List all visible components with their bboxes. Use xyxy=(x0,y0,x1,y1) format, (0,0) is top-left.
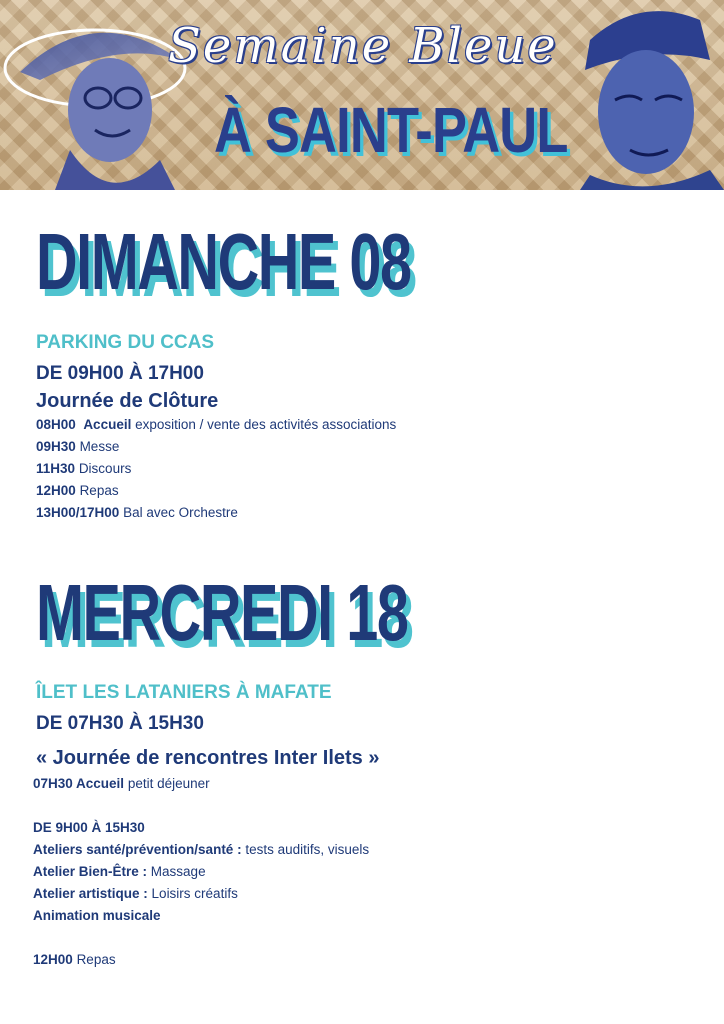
workshop-label: Atelier artistique : xyxy=(33,886,148,901)
elderly-man-portrait-icon xyxy=(560,0,724,190)
item-time: 12H00 xyxy=(36,483,76,498)
workshop-label: Atelier Bien-Être : xyxy=(33,864,148,879)
location-parking-ccas: PARKING DU CCAS xyxy=(36,332,215,353)
item-desc: Repas xyxy=(79,483,119,498)
schedule-item xyxy=(36,505,238,520)
day2-hours: DE 07H30 À 15H30 xyxy=(36,713,204,734)
workshop-item xyxy=(33,864,206,879)
day-heading-mercredi: MERCREDI 18 xyxy=(36,568,408,657)
welcome-time: 07H30 Accueil xyxy=(33,776,125,791)
item-desc: exposition / vente des activités associations xyxy=(135,417,397,432)
header-script-title: Semaine Bleue xyxy=(168,18,558,74)
meal-time: 12H00 xyxy=(33,952,73,967)
workshop-item xyxy=(33,842,369,857)
workshop-label: Animation musicale xyxy=(33,908,161,923)
workshop-item xyxy=(33,886,238,901)
item-time: 08H00 xyxy=(36,417,76,432)
header-banner xyxy=(0,0,724,190)
item-time: 09H30 xyxy=(36,439,76,454)
workshops-hours: DE 9H00 À 15H30 xyxy=(33,820,145,835)
schedule-item xyxy=(36,439,119,454)
workshop-desc: tests auditifs, visuels xyxy=(245,842,370,857)
day-heading-dimanche: DIMANCHE 08 xyxy=(36,217,411,306)
item-label: Accueil xyxy=(83,417,132,432)
workshop-desc: Loisirs créatifs xyxy=(151,886,238,901)
item-time: 11H30 xyxy=(36,461,76,476)
header-main-title: À SAINT-PAUL xyxy=(214,94,568,166)
welcome-desc: petit déjeuner xyxy=(127,776,210,791)
schedule-item xyxy=(36,417,396,432)
schedule-item xyxy=(36,461,131,476)
day1-event-title: Journée de Clôture xyxy=(36,390,219,412)
item-desc: Bal avec Orchestre xyxy=(123,505,238,520)
item-time: 13H00/17H00 xyxy=(36,505,120,520)
item-desc: Discours xyxy=(78,461,132,476)
location-ilet-lataniers: ÎLET LES LATANIERS À MAFATE xyxy=(36,682,332,703)
welcome-line xyxy=(33,776,210,791)
meal-desc: Repas xyxy=(76,952,116,967)
day2-event-title: « Journée de rencontres Inter Ilets » xyxy=(36,747,380,769)
meal-line xyxy=(33,952,116,967)
workshop-label: Ateliers santé/prévention/santé : xyxy=(33,842,242,857)
day1-hours: DE 09H00 À 17H00 xyxy=(36,363,204,384)
workshop-item xyxy=(33,908,161,923)
workshop-desc: Massage xyxy=(150,864,206,879)
item-desc: Messe xyxy=(79,439,120,454)
schedule-item xyxy=(36,483,119,498)
